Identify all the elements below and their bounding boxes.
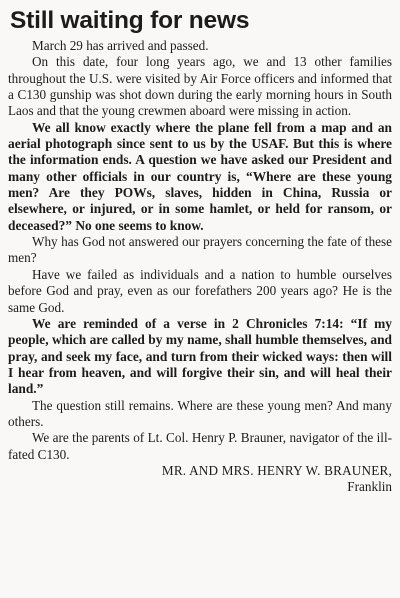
paragraph: Have we failed as individuals and a nation to humble ourselves before God and pray, even as our forefathers 200 years ago? He is the same God. xyxy=(8,266,392,315)
paragraph: We are the parents of Lt. Col. Henry P. Brauner, navigator of the ill-fated C130. xyxy=(8,430,392,462)
signature-block xyxy=(8,463,392,496)
paragraph: March 29 has arrived and passed. xyxy=(32,38,209,53)
paragraph: We all know exactly where the plane fell from a map and an aerial photograph since sent to us by the USAF. But this is where the information ends. A question we have asked our President and many other officials in our country is, “Where are these young men? Are they POWs, slaves, hidden in China, Russia or elsewhere, or injured, or in some hamlet, or held for ransom, or deceased?” No one seems to know. xyxy=(8,119,392,233)
signature-name: MR. AND MRS. HENRY W. BRAUNER, xyxy=(161,462,392,478)
paragraph: We are reminded of a verse in 2 Chronicles 7:14: “If my people, which are called by my name, shall humble themselves, and pray, and seek my face, and turn from their wicked ways: then will I hear from heaven, and will forgive their sin, and will heal their land.” xyxy=(8,315,392,397)
paragraph: Why has God not answered our prayers concerning the fate of these men? xyxy=(8,234,392,266)
headline: Still waiting for news xyxy=(10,7,250,34)
paragraph: The question still remains. Where are these young men? And many others. xyxy=(8,397,392,429)
signature-town: Franklin xyxy=(347,479,392,495)
paragraph: On this date, four long years ago, we and 13 other families throughout the U.S. were visited by Air Force officers and informed that a C130 gunship was shot down during the early morning hours in South Laos and that the young crewmen aboard were missing in action. xyxy=(8,54,392,119)
letter-body xyxy=(8,38,392,463)
